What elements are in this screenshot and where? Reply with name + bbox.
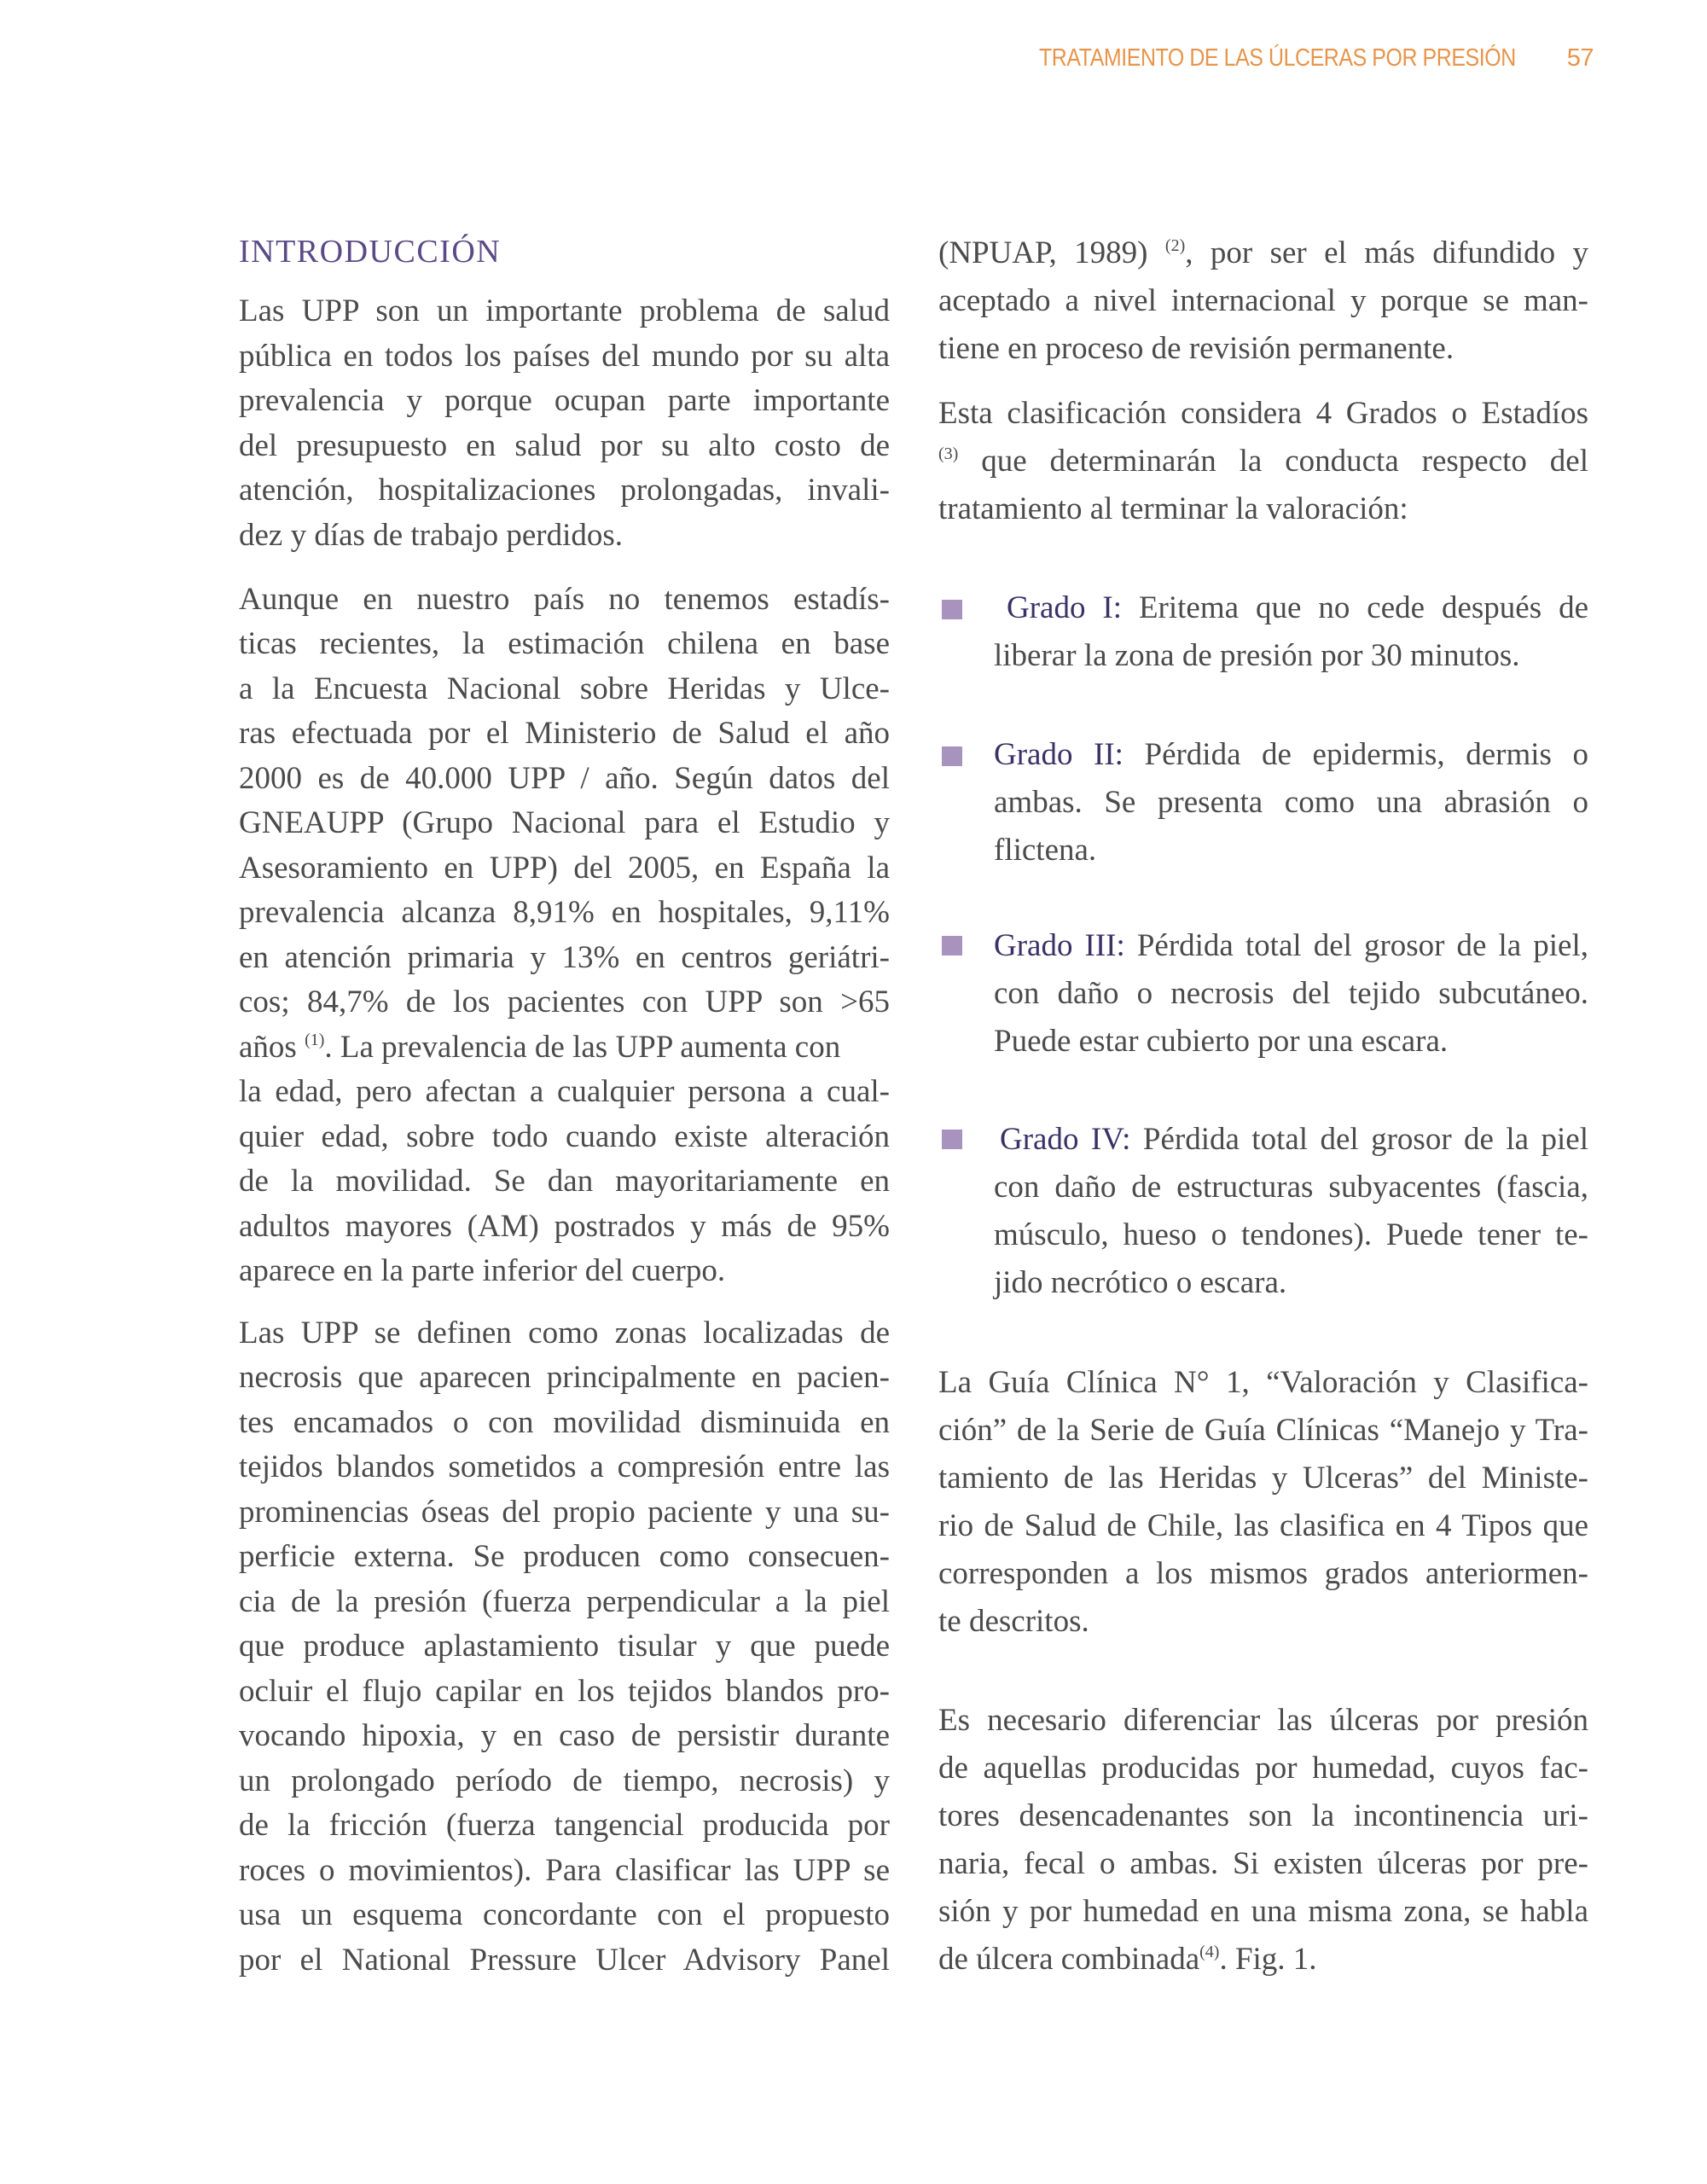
text-line: La Guía Clínica N° 1, “Valoración y Clasifica- [938, 1365, 1588, 1400]
citation-ref: (4) [1199, 1943, 1220, 1961]
grade-first-line: Grado II: Pérdida de epidermis, dermis o [994, 737, 1588, 772]
text-line: prevalencia y porque ocupan parte importante [239, 383, 890, 418]
square-bullet-icon [942, 1130, 962, 1149]
text-line: tiene en proceso de revisión permanente. [938, 331, 1454, 366]
text-line: ambas. Se presenta como una abrasión o [994, 785, 1588, 820]
running-title: TRATAMIENTO DE LAS ÚLCERAS POR PRESIÓN [1039, 44, 1516, 72]
square-bullet-icon [942, 600, 962, 619]
text-line: liberar la zona de presión por 30 minutos. [994, 638, 1520, 673]
text-line: necrosis que aparecen principalmente en pacien- [239, 1360, 890, 1395]
text-line: Las UPP se definen como zonas localizadas de [239, 1316, 890, 1350]
text-line: Asesoramiento en UPP) del 2005, en España la [239, 851, 890, 886]
text-line: Puede estar cubierto por una escara. [994, 1024, 1449, 1059]
grade-first-line: Grado I: Eritema que no cede después de [1007, 590, 1588, 625]
text-line-with-ref: de úlcera combinada$^{(4)}$. Fig. 1. [938, 1942, 1317, 1977]
text-line: corresponden a los mismos grados anteriormen- [938, 1556, 1588, 1591]
grade-label: Grado II: [994, 737, 1123, 772]
text-line: Esta clasificación considera 4 Grados o Estadíos [938, 396, 1588, 431]
text-line: tratamiento al terminar la valoración: [938, 491, 1408, 526]
text-line: tejidos blandos sometidos a compresión entre las [239, 1449, 890, 1484]
grade-label: Grado I: [1007, 590, 1123, 625]
text-line: prominencias óseas del propio paciente y una su- [239, 1495, 890, 1530]
grade-label: Grado IV: [1000, 1122, 1131, 1157]
text-line: tamiento de las Heridas y Ulceras” del Ministe- [938, 1461, 1588, 1496]
text-line: sión y por humedad en una misma zona, se habla [938, 1894, 1588, 1929]
text-line: cos; 84,7% de los pacientes con UPP son >65 [239, 985, 890, 1019]
text-line: te descritos. [938, 1604, 1089, 1639]
text-line: la edad, pero afectan a cualquier persona a cual- [239, 1074, 890, 1109]
grade-first-line: Grado IV: Pérdida total del grosor de la piel [1000, 1122, 1588, 1157]
text-line: atención, hospitalizaciones prolongadas, invali- [239, 473, 890, 508]
text-line-with-ref [239, 1028, 890, 1067]
text-line: ticas recientes, la estimación chilena en base [239, 626, 890, 661]
text-line: 2000 es de 40.000 UPP / año. Según datos del [239, 761, 890, 796]
square-bullet-icon [942, 746, 962, 766]
text-line: naria, fecal o ambas. Si existen úlceras por pre- [938, 1846, 1588, 1881]
text-line: Aunque en nuestro país no tenemos estadís- [239, 582, 890, 617]
citation-ref: (3) [938, 444, 959, 463]
page-number: 57 [1566, 44, 1594, 72]
text-line: ocluir el flujo capilar en los tejidos blandos pro- [239, 1674, 890, 1709]
square-bullet-icon [942, 936, 962, 956]
text-line: pública en todos los países del mundo por su alta [239, 339, 890, 374]
text-line: en atención primaria y 13% en centros geriátri- [239, 940, 890, 975]
citation-ref: (2) [1164, 236, 1186, 255]
text-line: tes encamados o con movilidad disminuida en [239, 1405, 890, 1440]
text-line: cia de la presión (fuerza perpendicular a la piel [239, 1584, 890, 1619]
text-line: rio de Salud de Chile, las clasifica en 4 Tipos que [938, 1508, 1588, 1543]
text-line: GNEAUPP (Grupo Nacional para el Estudio y [239, 805, 890, 840]
text-line: del presupuesto en salud por su alto costo de [239, 428, 890, 463]
text-line: usa un esquema concordante con el propuesto [239, 1897, 890, 1932]
text-line: adultos mayores (AM) postrados y más de 95% [239, 1209, 890, 1244]
text-line-with-ref: $^{(3)}$ que determinarán la conducta respecto del [938, 444, 1588, 479]
text-line: flictena. [994, 833, 1097, 868]
text-line: ción” de la Serie de Guía Clínicas “Manejo y Tra- [938, 1413, 1588, 1448]
text-line: vocando hipoxia, y en caso de persistir durante [239, 1718, 890, 1753]
text-line: quier edad, sobre todo cuando existe alteración [239, 1119, 890, 1154]
text-line: tores desencadenantes son la incontinencia uri- [938, 1798, 1588, 1833]
text-line: músculo, hueso o tendones). Puede tener te- [994, 1217, 1588, 1252]
text-line: a la Encuesta Nacional sobre Heridas y Ulce- [239, 671, 890, 706]
text-line: prevalencia alcanza 8,91% en hospitales, 9,11% [239, 895, 890, 930]
text-line: por el National Pressure Ulcer Advisory Panel [239, 1943, 890, 1978]
grade-first-line: Grado III: Pérdida total del grosor de la piel, [994, 928, 1588, 963]
citation-ref: (1) [305, 1031, 325, 1049]
text-line: roces o movimientos). Para clasificar las UPP se [239, 1853, 890, 1888]
text-line: dez y días de trabajo perdidos. [239, 518, 624, 553]
text-line: un prolongado período de tiempo, necrosis) y [239, 1763, 890, 1798]
text-line: aceptado a nivel internacional y porque se man- [938, 283, 1588, 318]
grade-label: Grado III: [994, 928, 1125, 963]
text-line: de aquellas producidas por humedad, cuyos fac- [938, 1751, 1588, 1786]
text-line: ras efectuada por el Ministerio de Salud el año [239, 716, 890, 751]
text-line: con daño o necrosis del tejido subcutáneo. [994, 976, 1588, 1011]
text-line: aparece en la parte inferior del cuerpo. [239, 1253, 726, 1288]
text-line-with-ref: (NPUAP, 1989) $^{(2)}$, por ser el más difundido y [938, 235, 1588, 270]
text-line: de la fricción (fuerza tangencial producida por [239, 1808, 890, 1843]
text-line: de la movilidad. Se dan mayoritariamente en [239, 1164, 890, 1199]
text-fragment: años $^{(1)}$. La prevalencia de las UPP aumenta con [239, 1030, 841, 1065]
text-line: jido necrótico o escara. [994, 1265, 1287, 1300]
text-line: que produce aplastamiento tisular y que puede [239, 1629, 890, 1664]
text-line: perficie externa. Se producen como consecuen- [239, 1539, 890, 1574]
text-line: con daño de estructuras subyacentes (fascia, [994, 1170, 1588, 1205]
section-title: INTRODUCCIÓN [239, 234, 502, 270]
text-line: Las UPP son un importante problema de salud [239, 293, 890, 328]
text-line: Es necesario diferenciar las úlceras por presión [938, 1703, 1588, 1738]
